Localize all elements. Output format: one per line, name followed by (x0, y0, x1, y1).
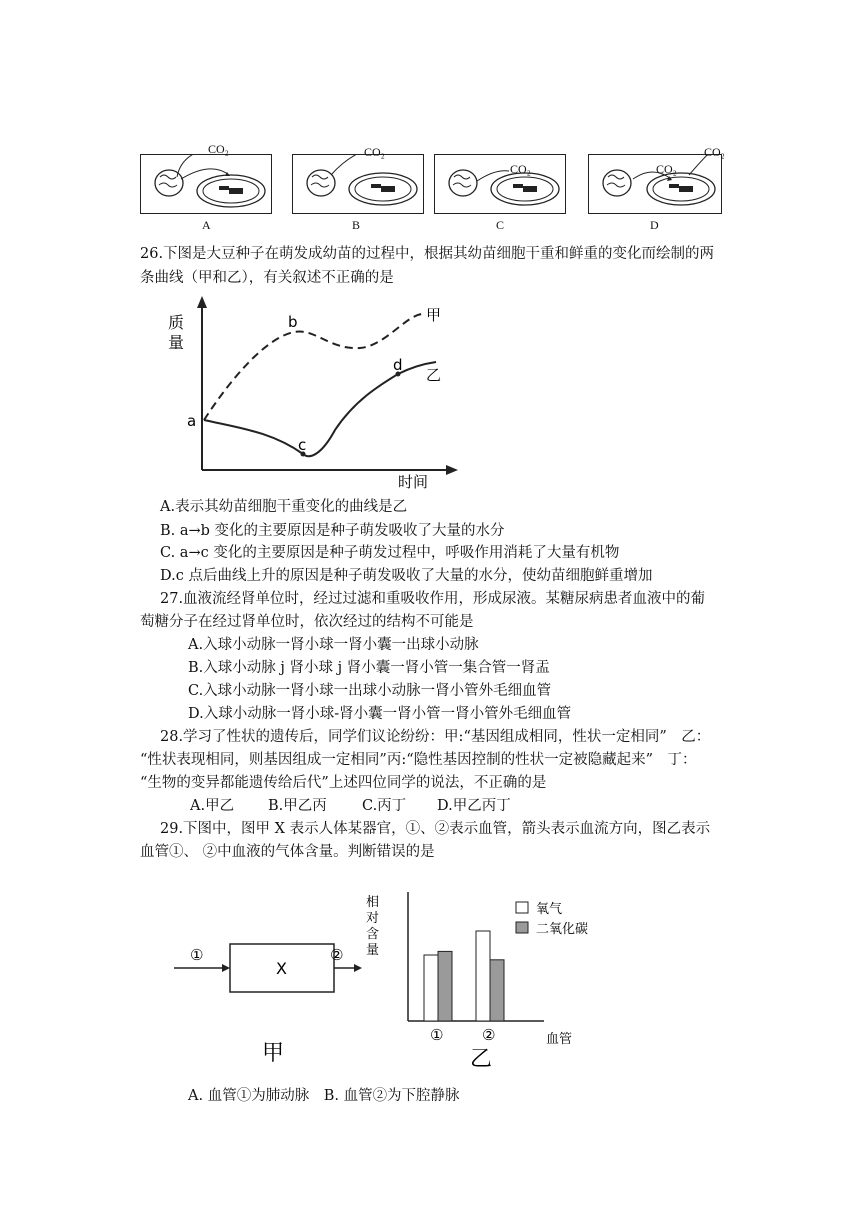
legend-label-co2: 二氧化碳 (536, 922, 589, 937)
graph-ylabel-2: 量 (168, 333, 185, 352)
q26-option-a: A.表示其幼苗细胞干重变化的曲线是乙 (160, 499, 408, 515)
bar-o2-vessel-2 (476, 931, 490, 1021)
figure-label-c: C (496, 218, 505, 232)
co2-label-d1: CO₂ (656, 162, 677, 176)
organ-x-label: X (276, 959, 287, 978)
figure-label-a: A (202, 218, 211, 232)
q27-option-c: C.入球小动脉一肾小球一出球小动脉一肾小管外毛细血管 (188, 683, 552, 699)
vessel-in-label: ① (190, 946, 204, 964)
category-label-1: ① (430, 1026, 444, 1044)
q26-stem-line1: 26.下图是大豆种子在萌发成幼苗的过程中，根据其幼苗细胞干重和鲜重的变化而绘制的两 (140, 246, 715, 262)
legend-swatch-co2 (516, 922, 528, 933)
q26-option-c: C. a→c 变化的主要原因是种子萌发过程中，呼吸作用消耗了大量有机物 (160, 545, 620, 561)
q27-stem-line1: 27.血液流经肾单位时，经过过滤和重吸收作用，形成尿液。某糖尿病患者血液中的葡 (160, 591, 706, 607)
q29-gas-chart (360, 888, 620, 1078)
q29-stem-line2: 血管①、 ②中血液的气体含量。判断错误的是 (140, 844, 435, 860)
cell-figure-a (140, 154, 272, 214)
q29-figure-jia (170, 920, 390, 1070)
q28-stem-line1: 28.学习了性状的遗传后，同学们议论纷纷：甲:“基因组成相同，性状一定相同” 乙： (160, 729, 711, 745)
q26-option-b: B. a→b 变化的主要原因是种子萌发吸收了大量的水分 (160, 523, 505, 539)
vessel-out-label: ② (330, 946, 344, 964)
bar-co2-vessel-2 (490, 960, 504, 1021)
chart-xlabel: 血管 (546, 1032, 573, 1047)
chart-ylabel-1: 相 (366, 895, 380, 910)
q28-stem-line2: “性状表现相同，则基因组成一定相同”丙:“隐性基因控制的性状一定被隐藏起来” 丁： (140, 752, 697, 768)
figure-yi-caption: 乙 (470, 1047, 493, 1072)
graph-ylabel-1: 质 (168, 313, 185, 332)
figure-label-b: B (352, 218, 361, 232)
category-label-2: ② (482, 1026, 496, 1044)
q29-stem-line1: 29.下图中，图甲 X 表示人体某器官，①、②表示血管，箭头表示血流方向，图乙表示 (160, 821, 711, 837)
q27-option-b: B.入球小动脉 j 肾小球 j 肾小囊一肾小管一集合管一肾盂 (188, 660, 550, 676)
q28-option-d: D.甲乙丙丁 (437, 798, 511, 814)
curve-label-jia: 甲 (426, 306, 442, 324)
cell-figure-c (434, 154, 566, 214)
q27-stem-line2: 萄糖分子在经过肾单位时，依次经过的结构不可能是 (140, 614, 474, 630)
q26-stem-line2: 条曲线（甲和乙），有关叙述不正确的是 (140, 270, 394, 286)
point-label-d: d (393, 356, 403, 374)
q27-option-a: A.入球小动脉一肾小球一肾小囊一出球小动脉 (188, 637, 479, 653)
co2-label-c: CO₂ (510, 162, 531, 176)
cell-figure-b (292, 154, 424, 214)
co2-label-b: CO₂ (364, 145, 385, 159)
chart-ylabel-3: 含 (366, 927, 380, 942)
q27-option-d: D.入球小动脉一肾小球-肾小囊一肾小管一肾小管外毛细血管 (188, 706, 572, 722)
cell-diagram-d (589, 155, 721, 213)
q28-option-c: C.丙丁 (362, 798, 407, 814)
chart-ylabel-2: 对 (366, 911, 380, 926)
q29-options: A. 血管①为肺动脉 B. 血管②为下腔静脉 (188, 1088, 460, 1104)
legend-swatch-o2 (516, 902, 528, 913)
bar-o2-vessel-1 (424, 955, 438, 1021)
figure-label-d: D (650, 218, 659, 232)
q26-growth-graph (160, 290, 470, 490)
cell-diagram-b (293, 155, 423, 213)
co2-label-d2: CO₂ (704, 145, 725, 159)
q26-option-d: D.c 点后曲线上升的原因是种子萌发吸收了大量的水分，使幼苗细胞鲜重增加 (160, 568, 653, 584)
q28-stem-line3: “生物的变异都能遗传给后代”上述四位同学的说法，不正确的是 (140, 775, 547, 791)
co2-label-a: CO₂ (208, 142, 229, 156)
legend-label-o2: 氧气 (536, 902, 563, 917)
q28-option-b: B.甲乙丙 (268, 798, 327, 814)
point-label-a: a (187, 412, 197, 430)
cell-diagram-a (141, 155, 271, 213)
q28-option-a: A.甲乙 (190, 798, 235, 814)
cell-diagram-c (435, 155, 565, 213)
curve-label-yi: 乙 (426, 366, 442, 384)
point-label-c: c (298, 436, 307, 454)
cell-figure-d (588, 154, 722, 214)
graph-xlabel: 时间 (398, 473, 429, 490)
bar-co2-vessel-1 (438, 951, 452, 1021)
chart-ylabel-4: 量 (366, 943, 380, 958)
point-label-b: b (288, 313, 298, 331)
figure-jia-caption: 甲 (262, 1041, 285, 1066)
